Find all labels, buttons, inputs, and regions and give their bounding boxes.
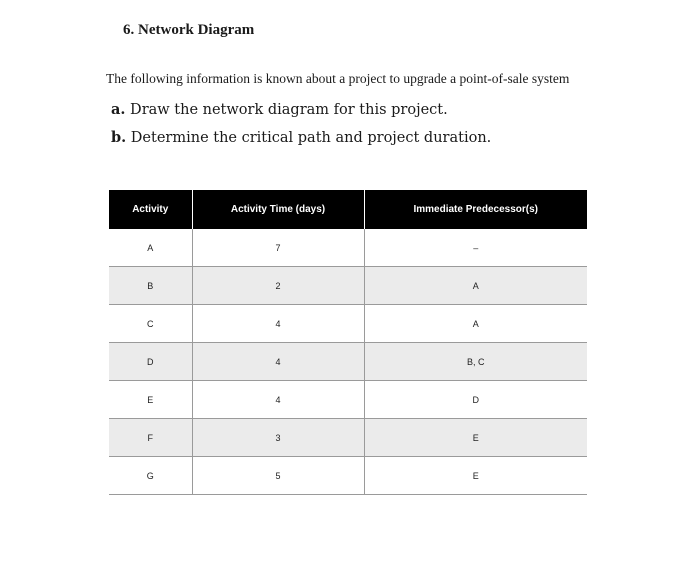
task-a-text: Draw the network diagram for this project. bbox=[125, 102, 448, 118]
cell-activity: D bbox=[109, 343, 192, 381]
cell-predecessors: D bbox=[364, 381, 587, 419]
cell-time: 5 bbox=[192, 457, 364, 495]
header-predecessors: Immediate Predecessor(s) bbox=[364, 190, 587, 229]
table-row bbox=[109, 229, 587, 267]
table-row bbox=[109, 419, 587, 457]
activity-table bbox=[109, 190, 587, 495]
cell-activity: F bbox=[109, 419, 192, 457]
cell-activity: A bbox=[109, 229, 192, 267]
cell-predecessors: A bbox=[364, 267, 587, 305]
table-header-row bbox=[109, 190, 587, 229]
task-a-letter: a. bbox=[111, 101, 126, 118]
task-a bbox=[111, 101, 448, 118]
task-b bbox=[111, 129, 491, 146]
header-activity-time: Activity Time (days) bbox=[192, 190, 364, 229]
cell-predecessors: B, C bbox=[364, 343, 587, 381]
cell-predecessors: E bbox=[364, 419, 587, 457]
table-row bbox=[109, 267, 587, 305]
cell-predecessors: A bbox=[364, 305, 587, 343]
table-row bbox=[109, 381, 587, 419]
cell-activity: C bbox=[109, 305, 192, 343]
task-b-text: Determine the critical path and project duration. bbox=[126, 130, 492, 146]
cell-activity: G bbox=[109, 457, 192, 495]
cell-time: 4 bbox=[192, 381, 364, 419]
cell-activity: B bbox=[109, 267, 192, 305]
table-row bbox=[109, 305, 587, 343]
table-row bbox=[109, 343, 587, 381]
cell-activity: E bbox=[109, 381, 192, 419]
section-heading: 6. Network Diagram bbox=[123, 22, 255, 38]
cell-predecessors: – bbox=[364, 229, 587, 267]
cell-time: 4 bbox=[192, 305, 364, 343]
cell-time: 4 bbox=[192, 343, 364, 381]
header-activity: Activity bbox=[109, 190, 192, 229]
cell-time: 2 bbox=[192, 267, 364, 305]
cell-time: 7 bbox=[192, 229, 364, 267]
cell-predecessors: E bbox=[364, 457, 587, 495]
task-b-letter: b. bbox=[111, 129, 127, 146]
intro-text: The following information is known about a project to upgrade a point-of-sale system bbox=[106, 71, 570, 86]
table-row bbox=[109, 457, 587, 495]
cell-time: 3 bbox=[192, 419, 364, 457]
